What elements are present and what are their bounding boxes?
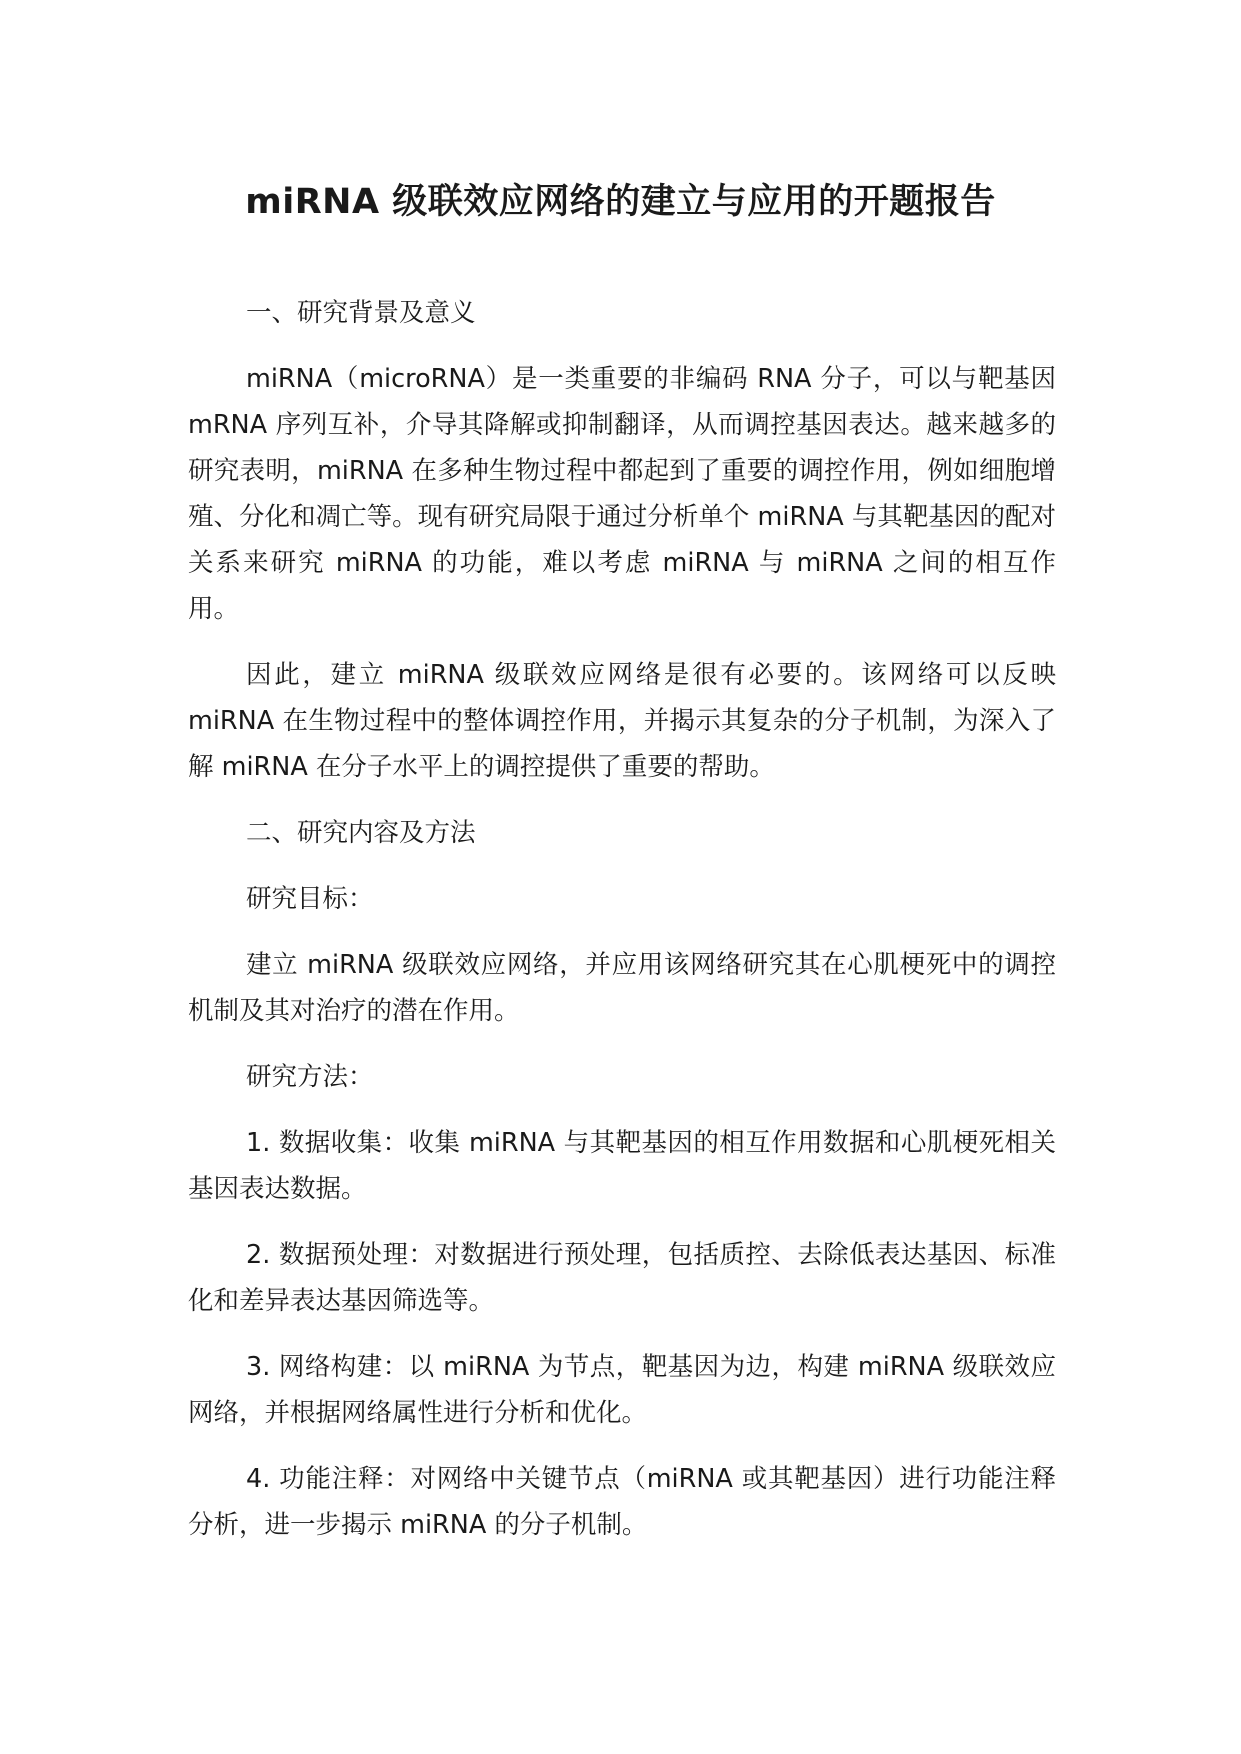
paragraph-background-2: 因此，建立 miRNA 级联效应网络是很有必要的。该网络可以反映 miRNA 在生物过程中的整体调控作用，并揭示其复杂的分子机制，为深入了解 miRNA 在分子水平上的调控提供了重要的帮助。 [188, 660, 1056, 782]
document-title: miRNA 级联效应网络的建立与应用的开题报告 [245, 182, 996, 222]
research-goal-text: 建立 miRNA 级联效应网络，并应用该网络研究其在心肌梗死中的调控机制及其对治疗的潜在作用。 [188, 950, 1056, 1026]
paragraph-background-1: miRNA（microRNA）是一类重要的非编码 RNA 分子，可以与靶基因 mRNA 序列互补，介导其降解或抑制翻译，从而调控基因表达。越来越多的研究表明，miRNA 在多种生物过程中都起到了重要的调控作用，例如细胞增殖、分化和凋亡等。现有研究局限于通过分析单个 miRNA 与其靶基因的配对关系来研究 miRNA 的功能，难以考虑 miRNA 与 miRNA 之间的相互作用。 [188, 364, 1056, 624]
document-body [188, 290, 1056, 1568]
research-method-label: 研究方法： [246, 1062, 374, 1092]
research-goal-label: 研究目标： [246, 884, 374, 914]
method-item-data-collection: 1. 数据收集：收集 miRNA 与其靶基因的相互作用数据和心肌梗死相关基因表达数据。 [188, 1128, 1056, 1204]
section-heading-methods: 二、研究内容及方法 [246, 818, 476, 848]
method-item-preprocessing: 2. 数据预处理：对数据进行预处理，包括质控、去除低表达基因、标准化和差异表达基因筛选等。 [188, 1240, 1056, 1316]
method-item-functional-annotation: 4. 功能注释：对网络中关键节点（miRNA 或其靶基因）进行功能注释分析，进一步揭示 miRNA 的分子机制。 [188, 1464, 1056, 1540]
method-item-network-construction: 3. 网络构建：以 miRNA 为节点，靶基因为边，构建 miRNA 级联效应网络，并根据网络属性进行分析和优化。 [188, 1352, 1056, 1428]
section-heading-background: 一、研究背景及意义 [246, 298, 476, 328]
